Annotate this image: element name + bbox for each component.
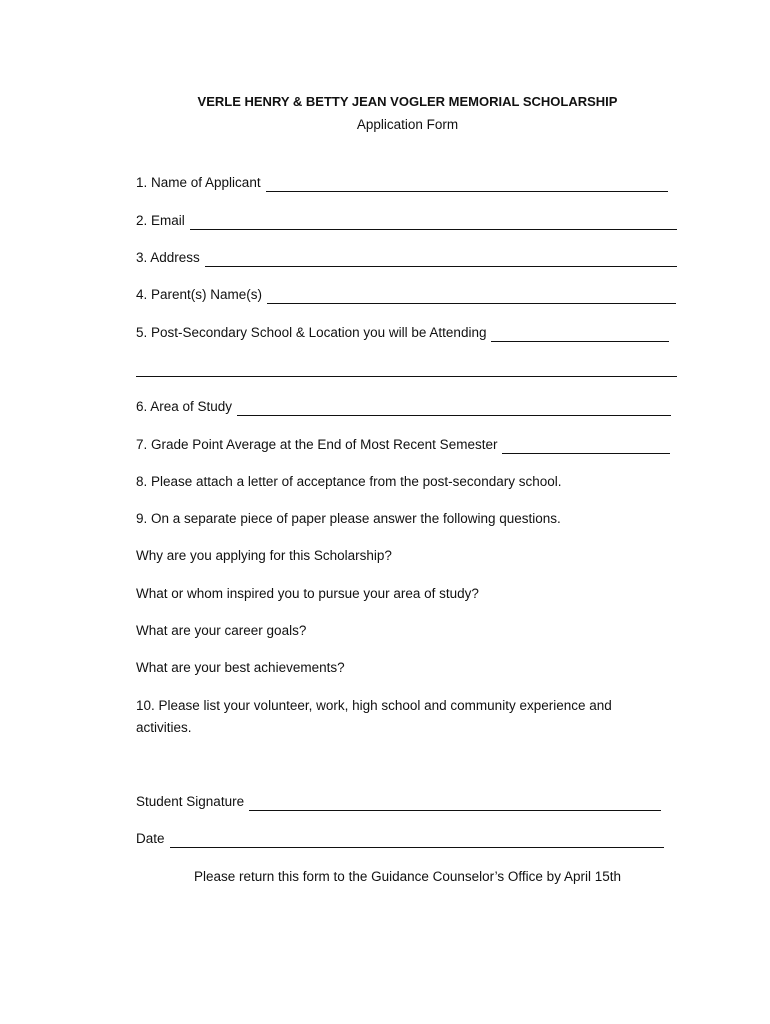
name-input-line[interactable] bbox=[266, 177, 668, 192]
parents-label: 4. Parent(s) Name(s) bbox=[136, 287, 263, 302]
area-of-study-label: 6. Area of Study bbox=[136, 399, 233, 414]
gpa-input-line[interactable] bbox=[502, 439, 670, 454]
date-row bbox=[136, 830, 664, 848]
parents-field-row bbox=[136, 286, 676, 304]
address-label: 3. Address bbox=[136, 250, 200, 265]
school-input-line[interactable] bbox=[491, 327, 669, 342]
signature-input-line[interactable] bbox=[249, 796, 661, 811]
area-of-study-input-line[interactable] bbox=[237, 401, 671, 416]
gpa-label: 7. Grade Point Average at the End of Most Recent Semester bbox=[136, 437, 498, 452]
address-input-line[interactable] bbox=[205, 252, 677, 267]
question-why-applying: Why are you applying for this Scholarship? bbox=[136, 548, 392, 563]
area-of-study-field-row bbox=[136, 398, 671, 416]
form-title: VERLE HENRY & BETTY JEAN VOGLER MEMORIAL SCHOLARSHIP bbox=[197, 94, 618, 109]
question-achievements: What are your best achievements? bbox=[136, 660, 345, 675]
email-label: 2. Email bbox=[136, 213, 185, 228]
item9-instruction: 9. On a separate piece of paper please answer the following questions. bbox=[136, 511, 561, 526]
school-continuation-line[interactable] bbox=[136, 376, 677, 377]
signature-label: Student Signature bbox=[136, 794, 245, 809]
school-label: 5. Post-Secondary School & Location you will be Attending bbox=[136, 325, 487, 340]
gpa-field-row bbox=[136, 436, 670, 454]
question-inspiration: What or whom inspired you to pursue your area of study? bbox=[136, 586, 479, 601]
email-input-line[interactable] bbox=[190, 215, 677, 230]
question-career-goals: What are your career goals? bbox=[136, 623, 307, 638]
return-instructions: Please return this form to the Guidance Counselor’s Office by April 15th bbox=[194, 869, 621, 884]
date-label: Date bbox=[136, 831, 165, 846]
signature-row bbox=[136, 793, 661, 811]
name-field-row bbox=[136, 174, 668, 192]
name-label: 1. Name of Applicant bbox=[136, 175, 261, 190]
item10-instruction: 10. Please list your volunteer, work, high school and community experience and activities. bbox=[136, 698, 612, 735]
date-input-line[interactable] bbox=[170, 833, 664, 848]
school-field-row bbox=[136, 324, 669, 342]
item8-instruction: 8. Please attach a letter of acceptance from the post-secondary school. bbox=[136, 474, 562, 489]
email-field-row bbox=[136, 212, 677, 230]
parents-input-line[interactable] bbox=[267, 289, 676, 304]
address-field-row bbox=[136, 249, 677, 267]
form-subtitle: Application Form bbox=[356, 117, 459, 132]
